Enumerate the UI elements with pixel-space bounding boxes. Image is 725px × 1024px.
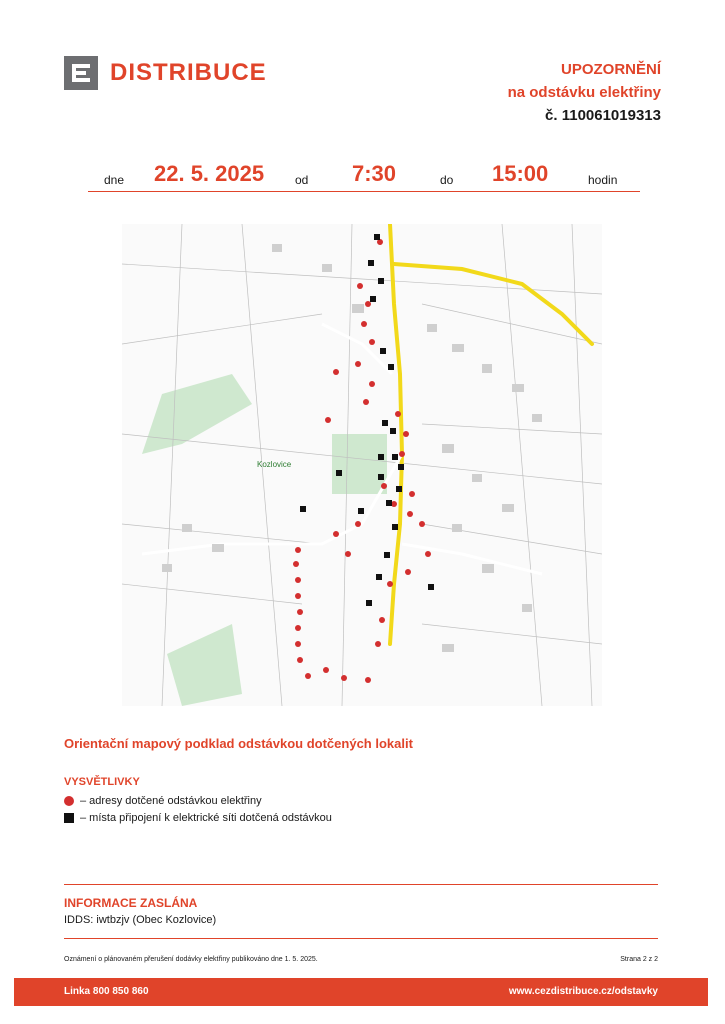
legend-address-label: – adresy dotčené odstávkou elektřiny <box>80 795 262 807</box>
footer-phone[interactable]: Linka 800 850 860 <box>64 986 149 997</box>
red-dot-icon <box>64 796 74 806</box>
brand-logo <box>64 56 267 90</box>
black-square-icon <box>64 813 74 823</box>
notice-number: č. 110061019313 <box>545 107 661 124</box>
time-unit: hodin <box>588 173 618 187</box>
notice-header <box>508 58 661 127</box>
info-title: INFORMACE ZASLÁNA <box>64 896 198 910</box>
map-caption: Orientační mapový podklad odstávkou dotčených lokalit <box>64 736 413 751</box>
to-label: do <box>440 173 454 187</box>
map-canvas <box>122 224 602 706</box>
footer-web-link[interactable]: www.cezdistribuce.cz/odstavky <box>508 986 658 997</box>
notice-subtitle: na odstávku elektřiny <box>507 84 661 101</box>
forest-area <box>167 624 242 706</box>
info-text: IDDS: iwtbzjv (Obec Kozlovice) <box>64 914 217 926</box>
legend-connection-label: – místa připojení k elektrické síti dotčená odstávkou <box>80 812 332 824</box>
divider <box>64 884 658 885</box>
publication-note: Oznámení o plánovaném přerušení dodávky elektřiny publikováno dne 1. 5. 2025. <box>64 956 318 963</box>
date-prefix: dne <box>104 173 125 187</box>
from-time: 7:30 <box>352 161 397 186</box>
from-label: od <box>295 173 309 187</box>
footer-bar <box>14 978 708 1006</box>
brand-name: DISTRIBUCE <box>110 59 267 86</box>
notice-title: UPOZORNĚNÍ <box>560 61 661 78</box>
page-number: Strana 2 z 2 <box>620 956 658 963</box>
legend-address <box>64 795 262 807</box>
village-label: Kozlovice <box>257 460 292 469</box>
cez-logo-icon <box>64 56 98 90</box>
divider <box>64 938 658 939</box>
outage-date: 22. 5. 2025 <box>154 161 265 186</box>
outage-map <box>122 224 602 706</box>
field-area <box>332 434 387 494</box>
outage-dateline <box>88 160 640 192</box>
to-time: 15:00 <box>492 161 549 186</box>
legend-title: VYSVĚTLIVKY <box>64 776 140 788</box>
legend-connection <box>64 812 332 824</box>
